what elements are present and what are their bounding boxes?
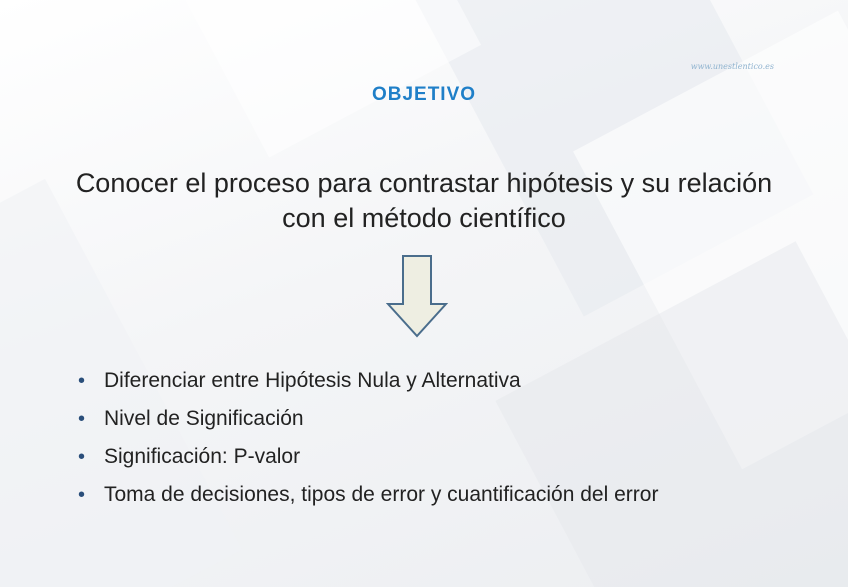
list-item-text: Nivel de Significación — [104, 407, 304, 430]
website-watermark: www.unestlentico.es — [690, 62, 774, 71]
down-arrow-icon — [386, 254, 448, 338]
list-item-text: Significación: P-valor — [104, 445, 301, 468]
slide-title: OBJETIVO — [371, 84, 477, 105]
list-item — [78, 482, 770, 508]
list-item-text: Toma de decisiones, tipos de error y cuantificación del error — [104, 483, 659, 506]
list-item — [78, 368, 770, 394]
objective-statement: Conocer el proceso para contrastar hipótesis y su relación con el método científico — [75, 168, 773, 233]
bullet-icon: • — [78, 484, 86, 506]
list-item — [78, 444, 770, 470]
bullet-icon: • — [78, 408, 86, 430]
bullet-icon: • — [78, 446, 86, 468]
bullet-icon: • — [78, 370, 86, 392]
objectives-list — [78, 368, 770, 520]
list-item — [78, 406, 770, 432]
list-item-text: Diferenciar entre Hipótesis Nula y Alternativa — [104, 369, 521, 392]
background-shape — [119, 0, 481, 158]
